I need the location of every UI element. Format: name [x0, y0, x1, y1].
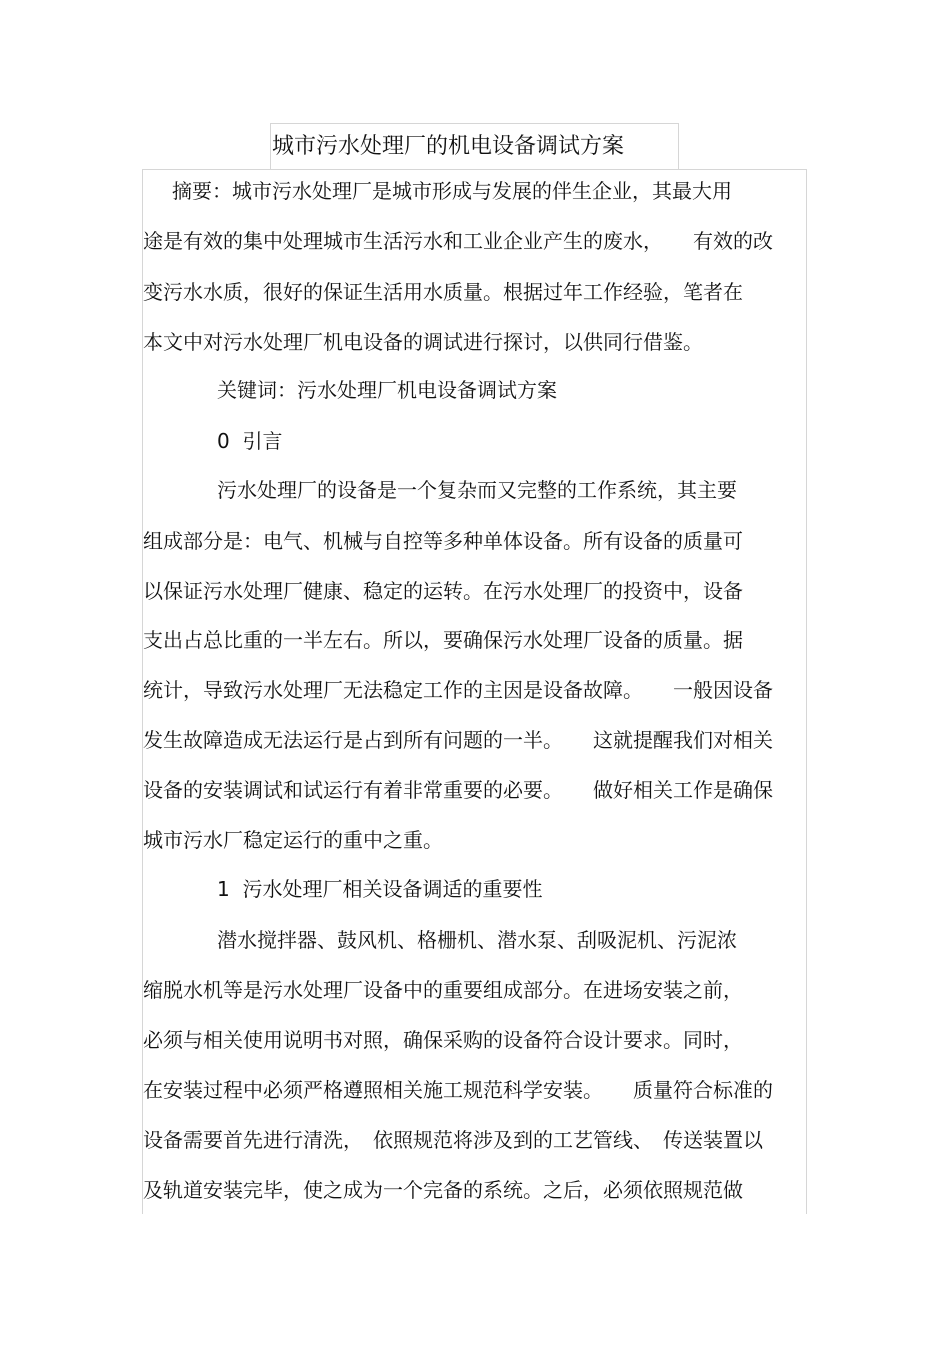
- paragraph-line: 潜水搅拌器、鼓风机、格栅机、潜水泵、刮吸泥机、污泥浓: [217, 928, 737, 952]
- paragraph-line: 在安装过程中必须严格遵照相关施工规范科学安装。 质量符合标准的: [143, 1078, 773, 1102]
- paragraph-line: 城市污水厂稳定运行的重中之重。: [143, 828, 443, 852]
- abstract-line-3: 变污水水质，很好的保证生活用水质量。根据过年工作经验，笔者在: [143, 280, 743, 304]
- paragraph-line: 设备需要首先进行清洗， 依照规范将涉及到的工艺管线、 传送装置以: [143, 1128, 763, 1152]
- paragraph-line: 污水处理厂的设备是一个复杂而又完整的工作系统，其主要: [217, 478, 737, 502]
- paragraph-line: 必须与相关使用说明书对照，确保采购的设备符合设计要求。同时，: [143, 1028, 743, 1052]
- document-title: 城市污水处理厂的机电设备调试方案: [272, 134, 625, 159]
- paragraph-line: 组成部分是：电气、机械与自控等多种单体设备。所有设备的质量可: [143, 529, 743, 553]
- paragraph-line: 及轨道安装完毕，使之成为一个完备的系统。之后，必须依照规范做: [143, 1178, 743, 1202]
- section-heading-intro: 0 引言: [217, 429, 283, 453]
- paragraph-line: 以保证污水处理厂健康、稳定的运转。在污水处理厂的投资中，设备: [143, 579, 743, 603]
- paragraph-line: 发生故障造成无法运行是占到所有问题的一半。 这就提醒我们对相关: [143, 728, 773, 752]
- keywords-line: 关键词：污水处理厂机电设备调试方案: [217, 378, 557, 402]
- paragraph-line: 统计，导致污水处理厂无法稳定工作的主因是设备故障。 一般因设备: [143, 678, 773, 702]
- paragraph-line: 支出占总比重的一半左右。所以，要确保污水处理厂设备的质量。据: [143, 628, 743, 652]
- section-heading-1: 1 污水处理厂相关设备调适的重要性: [217, 877, 543, 901]
- paragraph-line: 设备的安装调试和试运行有着非常重要的必要。 做好相关工作是确保: [143, 778, 773, 802]
- abstract-line-4: 本文中对污水处理厂机电设备的调试进行探讨，以供同行借鉴。: [143, 330, 703, 354]
- abstract-line-2: 途是有效的集中处理城市生活污水和工业企业产生的废水， 有效的改: [143, 229, 773, 253]
- abstract-line-1: 摘要：城市污水处理厂是城市形成与发展的伴生企业，其最大用: [172, 179, 732, 203]
- paragraph-line: 缩脱水机等是污水处理厂设备中的重要组成部分。在进场安装之前，: [143, 978, 743, 1002]
